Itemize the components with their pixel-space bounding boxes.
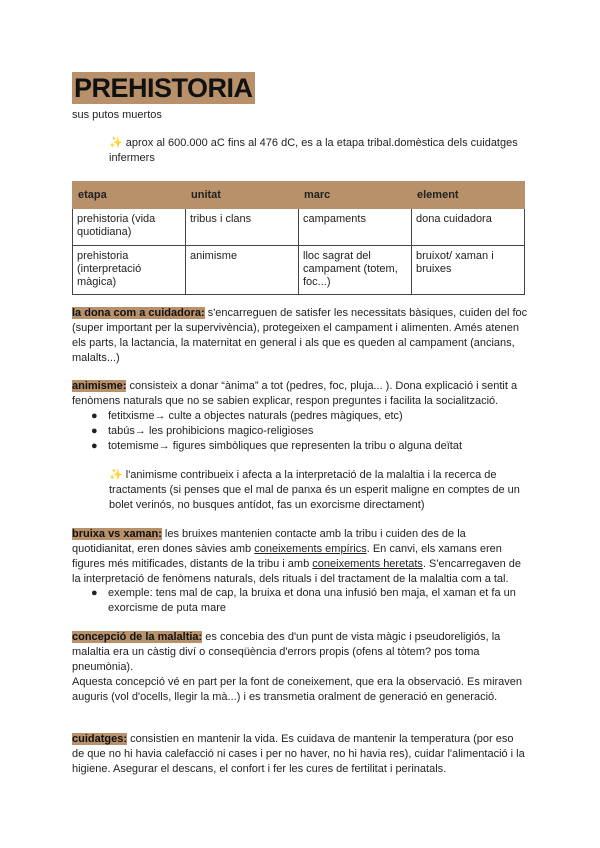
sparkles-icon: ✨ bbox=[109, 137, 123, 149]
table-header-cell: marc bbox=[299, 182, 412, 209]
bullet-icon: ● bbox=[91, 587, 98, 599]
list-item bbox=[72, 424, 528, 439]
term-dona-cuidadora: la dona com a cuidadora: bbox=[72, 307, 205, 319]
list-item-text: tabús→ les prohibicions magico-religioses bbox=[108, 425, 314, 437]
list-item bbox=[72, 586, 528, 616]
term-bruixa-xaman: bruixa vs xaman: bbox=[72, 528, 162, 540]
table-cell: tribus i clans bbox=[186, 209, 299, 246]
section-bruixa-xaman bbox=[72, 527, 528, 587]
section-animisme bbox=[72, 379, 528, 409]
term-concepcio-malaltia: concepció de la malaltia: bbox=[72, 631, 203, 643]
table-cell: lloc sagrat del campament (totem, foc...) bbox=[299, 246, 412, 295]
list-item-text: totemisme→ figures simbòliques que representen la tribu o alguna deïtat bbox=[108, 440, 463, 452]
section-text: s'encarreguen de satisfer les necessitats bàsiques, cuiden del foc (super important per la supervivència), protegeixen el campament i alimenten. Amés atenen els parts, la lactancia, la maternitat en general i als que es queden al campament (ancians, malalts...) bbox=[72, 307, 528, 364]
table-cell: prehistoria (interpretació màgica) bbox=[73, 246, 186, 295]
list-item-text: exemple: tens mal de cap, la bruixa et dona una infusió ben maja, el xaman et fa un exorcisme de puta mare bbox=[108, 587, 516, 614]
section-text: les bruixes mantenien contacte amb la tribu i cuiden des de la quotidianitat, eren dones sàvies amb bbox=[72, 528, 466, 555]
table-row bbox=[73, 246, 525, 295]
stages-table bbox=[72, 181, 525, 295]
list-item bbox=[72, 409, 528, 424]
intro-note-text: aprox al 600.000 aC fins al 476 dC, es a la etapa tribal.domèstica dels cuidatges infermers bbox=[109, 137, 518, 164]
bullet-icon: ● bbox=[91, 425, 98, 437]
section-concepcio-malaltia bbox=[72, 630, 528, 705]
list-item-text: fetitxisme→ culte a objectes naturals (pedres màgiques, etc) bbox=[108, 410, 403, 422]
table-cell: dona cuidadora bbox=[412, 209, 525, 246]
table-header-cell: unitat bbox=[186, 182, 299, 209]
bullet-icon: ● bbox=[91, 440, 98, 452]
page-subtitle: sus putos muertos bbox=[72, 109, 162, 121]
table-row bbox=[73, 209, 525, 246]
animisme-bullet-list bbox=[72, 409, 528, 454]
page-title: PREHISTORIA bbox=[74, 73, 253, 103]
section-text: . En canvi, els xamans eren figures més mitificades, distants de la tribu i amb bbox=[72, 543, 502, 570]
table-header-row bbox=[73, 182, 525, 209]
section-text: consistien en mantenir la vida. Es cuidava de mantenir la temperatura (por eso de que no hi havia calefacció ni cases i per no haver, no hi havia res), cuidar l'alimentació i la higiene. Asegurar el descans, el confort i fer les cures de fertilitat i perinatals. bbox=[72, 733, 525, 775]
section-text: consisteix a donar “ànima” a tot (pedres, foc, pluja... ). Dona explicació i sentit a fenòmens naturals que no se sabien explicar, respon preguntes i facilita la socialització. bbox=[72, 380, 518, 407]
section-cuidatges bbox=[72, 732, 528, 777]
table-cell: bruixot/ xaman i bruixes bbox=[412, 246, 525, 295]
term-animisme: animisme: bbox=[72, 380, 127, 392]
section-dona-cuidadora bbox=[72, 306, 528, 366]
section-text: . S'encarregaven de la interpretació de fenòmens naturals, dels rituals i del tractament de la malaltia com a tal. bbox=[72, 558, 522, 585]
link-coneixements-heretats: coneixements heretats bbox=[312, 558, 423, 570]
section-text: es concebia des d'un punt de vista màgic i pseudoreligiós, la malaltia era un càstig diví o conseqüència d'errors propis (ofens al tòtem? pos toma pneumònia). bbox=[72, 631, 501, 673]
intro-note bbox=[109, 136, 529, 166]
animisme-note-text: l'animisme contribueix i afecta a la interpretació de la malaltia i la recerca de tractaments (si penses que el mal de panxa és un esperit maligne en comptes de un bolet verinós, no busques antídot, fas un exorcisme directament) bbox=[109, 469, 520, 511]
table-header-cell: etapa bbox=[73, 182, 186, 209]
table-cell: prehistoria (vida quotidiana) bbox=[73, 209, 186, 246]
table-header-cell: element bbox=[412, 182, 525, 209]
bruixa-bullet-list bbox=[72, 586, 528, 616]
bullet-icon: ● bbox=[91, 410, 98, 422]
animisme-note bbox=[109, 468, 524, 513]
table-cell: campaments bbox=[299, 209, 412, 246]
section-text-continued: Aquesta concepció vé en part per la font de coneixement, que era la observació. Es miraven auguris (vol d'ocells, llegir la mà...) i es transmetia oralment de generació en generació. bbox=[72, 676, 523, 703]
link-coneixements-empirics: coneixements empírics bbox=[254, 543, 367, 555]
list-item bbox=[72, 439, 528, 454]
table-cell: animisme bbox=[186, 246, 299, 295]
term-cuidatges: cuidatges: bbox=[72, 733, 128, 745]
sparkles-icon: ✨ bbox=[109, 469, 123, 481]
